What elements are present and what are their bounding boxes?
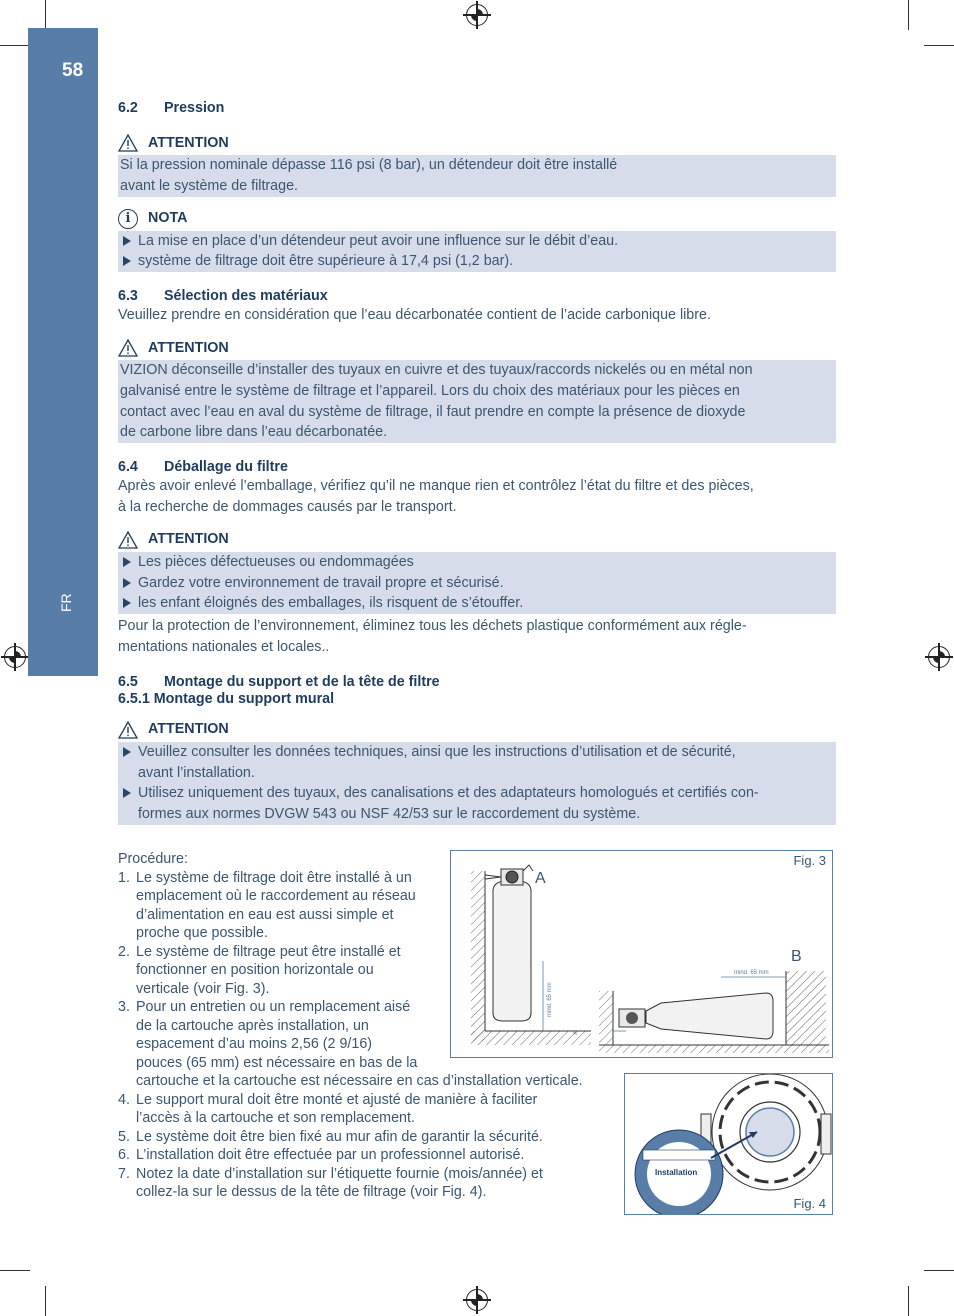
list-item: La mise en place d’un détendeur peut avoir une influence sur le débit d’eau. xyxy=(120,231,834,252)
step-line: verticale (voir Fig. 3). xyxy=(136,980,270,997)
paragraph: Après avoir enlevé l’emballage, vérifiez qu’il ne manque rien et contrôlez l’état du filtre et des pièces, xyxy=(118,478,754,495)
language-tab xyxy=(58,582,74,612)
section-heading xyxy=(118,288,836,305)
paragraph: mentations nationales et locales.. xyxy=(118,638,330,655)
step-line: Notez la date d’installation sur l’étiquette fournie (mois/année) et xyxy=(136,1165,543,1182)
section-number: 6.5 xyxy=(118,673,138,690)
list-item-line: Veuillez consulter les données techniques, ainsi que les instructions d’utilisation et de sécurité, xyxy=(138,743,736,760)
language-label: FR xyxy=(58,593,74,612)
step-line: pouces (65 mm) est nécessaire en bas de la xyxy=(136,1054,418,1071)
list-item xyxy=(120,742,834,784)
attention-line: avant le système de filtrage. xyxy=(120,177,299,194)
attention-box xyxy=(118,552,836,614)
section-number: 6.3 xyxy=(118,288,138,305)
attention-line: galvanisé entre le système de filtrage et l’appareil. Lors du choix des matériaux pour les pièces en xyxy=(120,382,740,399)
sticker-label: Installation xyxy=(655,1168,698,1177)
step-number: 1. xyxy=(118,869,130,886)
attention-label xyxy=(118,133,836,153)
procedure-step xyxy=(118,1146,618,1165)
step-line: proche que possible. xyxy=(136,925,268,941)
step-number: 3. xyxy=(118,999,130,1015)
step-number: 7. xyxy=(118,1165,130,1182)
list-item: système de filtrage doit être supérieure à 17,4 psi (1,2 bar). xyxy=(120,251,834,272)
step-number: 4. xyxy=(118,1091,130,1108)
section-title: Montage du support et de la tête de filtre xyxy=(164,673,440,690)
procedure-step xyxy=(118,1128,618,1147)
figure-caption: Fig. 4 xyxy=(793,1196,826,1211)
step-line: d’alimentation en eau est aussi simple et xyxy=(136,906,394,923)
cartridge-vertical xyxy=(493,881,531,1021)
step-line: Pour un entretien ou un remplacement aisé xyxy=(136,999,411,1015)
figure-4 xyxy=(624,1073,833,1215)
attention-text: ATTENTION xyxy=(148,134,229,151)
section-number: 6.2 xyxy=(118,100,138,116)
step-line: de la cartouche après installation, un xyxy=(136,1017,369,1034)
warning-icon xyxy=(118,531,138,549)
crop-mark xyxy=(924,45,954,46)
attention-label xyxy=(118,338,836,358)
crop-mark xyxy=(908,0,909,30)
section-heading xyxy=(118,674,836,691)
dimension-label: x xyxy=(572,1031,579,1035)
step-line: Le système de filtrage peut être installé et xyxy=(136,943,401,960)
list-item-line: Utilisez uniquement des tuyaux, des canalisations et des adaptateurs homologués et certifiés con- xyxy=(138,785,759,802)
list-item-line: avant l’installation. xyxy=(138,764,255,781)
crop-mark xyxy=(45,0,46,30)
registration-mark-icon xyxy=(4,646,26,668)
attention-line: contact avec l’eau en aval du système de filtrage, il faut prendre en compte la présence de dioxyde xyxy=(120,403,746,420)
installation-diagram xyxy=(451,851,832,1057)
wall-hatch xyxy=(471,871,485,1041)
attention-label xyxy=(118,530,836,550)
step-line: collez-la sur le dessus de la tête de filtrage (voir Fig. 4). xyxy=(136,1184,487,1200)
step-line: espacement d’au moins 2,56 (2 9/16) xyxy=(136,1036,373,1052)
section-number: 6.4 xyxy=(118,459,138,476)
step-line: emplacement où le raccordement au réseau xyxy=(136,888,416,904)
mark-a: A xyxy=(535,870,546,887)
main-content xyxy=(118,100,836,825)
section-title: Pression xyxy=(164,100,225,116)
list-item-line: formes aux normes DVGW 543 ou NSF 42/53 sur le raccordement du système. xyxy=(138,806,641,823)
step-number: 2. xyxy=(118,943,130,960)
procedure-step xyxy=(118,1091,618,1128)
paragraph: Pour la protection de l’environnement, éliminez tous les déchets plastique conformément aux régle- xyxy=(118,618,747,635)
attention-text: ATTENTION xyxy=(148,531,229,548)
section-title: Déballage du filtre xyxy=(164,459,288,476)
attention-line: Si la pression nominale dépasse 116 psi (8 bar), un détendeur doit être installé xyxy=(120,157,618,173)
figure-caption: Fig. 3 xyxy=(793,853,826,868)
section-heading xyxy=(118,100,836,117)
registration-mark-icon xyxy=(466,1289,488,1311)
filter-head-diagram xyxy=(625,1074,832,1214)
paragraph: Veuillez prendre en considération que l’eau décarbonatée contient de l’acide carbonique libre. xyxy=(118,307,711,324)
crop-mark xyxy=(0,45,30,46)
nota-label xyxy=(118,209,836,229)
crop-mark xyxy=(908,1286,909,1316)
cartridge-horizontal xyxy=(646,993,773,1039)
list-item: Les pièces défectueuses ou endommagées xyxy=(120,552,834,573)
dimension-label: mind. 65 mm xyxy=(734,970,769,976)
list-item: les enfant éloignés des emballages, ils risquent de s’étouffer. xyxy=(120,593,834,614)
attention-box xyxy=(118,155,836,197)
crop-mark xyxy=(924,1270,954,1271)
step-line: Le système de filtrage doit être installé à un xyxy=(136,869,412,886)
list-item: Gardez votre environnement de travail propre et sécurisé. xyxy=(120,573,834,594)
step-line: L’installation doit être effectuée par un professionnel autorisé. xyxy=(136,1147,525,1163)
attention-box xyxy=(118,360,836,443)
warning-icon xyxy=(118,721,138,739)
step-line: Le système doit être bien fixé au mur afin de garantir la sécurité. xyxy=(136,1128,543,1145)
subsection-heading: 6.5.1 Montage du support mural xyxy=(118,690,335,707)
wall-hatch xyxy=(786,971,826,1045)
attention-text: ATTENTION xyxy=(148,721,229,738)
list-item xyxy=(120,783,834,825)
figure-3 xyxy=(450,850,833,1058)
attention-text: ATTENTION xyxy=(148,339,229,356)
crop-mark xyxy=(0,1270,30,1271)
page-number: 58 xyxy=(62,60,84,81)
step-line: Le support mural doit être monté et ajusté de manière à faciliter xyxy=(136,1091,538,1108)
crop-mark xyxy=(45,1286,46,1316)
mark-b: B xyxy=(791,948,802,965)
registration-mark-icon xyxy=(928,646,950,668)
warning-icon xyxy=(118,339,138,357)
section-heading xyxy=(118,459,836,476)
attention-label xyxy=(118,720,836,740)
section-title: Sélection des matériaux xyxy=(164,288,328,305)
step-number: 5. xyxy=(118,1128,130,1145)
dimension-label: mind. 65 mm xyxy=(547,982,553,1017)
side-tab xyxy=(28,28,98,676)
nota-box xyxy=(118,231,836,273)
attention-line: VIZION déconseille d’installer des tuyaux en cuivre et des tuyaux/raccords nickelés ou en métal non xyxy=(120,361,753,378)
installation-sticker-icon xyxy=(635,1130,723,1214)
nota-text: NOTA xyxy=(148,210,188,227)
step-line: fonctionner en position horizontale ou xyxy=(136,962,374,978)
info-icon: i xyxy=(118,209,138,229)
attention-box xyxy=(118,742,836,825)
procedure-step xyxy=(118,1165,618,1202)
attention-line: de carbone libre dans l’eau décarbonatée. xyxy=(120,424,388,441)
paragraph: à la recherche de dommages causés par le transport. xyxy=(118,498,457,515)
warning-icon xyxy=(118,134,138,152)
step-line: l’accès à la cartouche et son remplacement. xyxy=(136,1110,415,1126)
procedure-title: Procédure: xyxy=(118,851,188,867)
step-line: cartouche et la cartouche est nécessaire en cas d’installation verticale. xyxy=(136,1073,583,1089)
registration-mark-icon xyxy=(466,4,488,26)
step-number: 6. xyxy=(118,1147,130,1163)
